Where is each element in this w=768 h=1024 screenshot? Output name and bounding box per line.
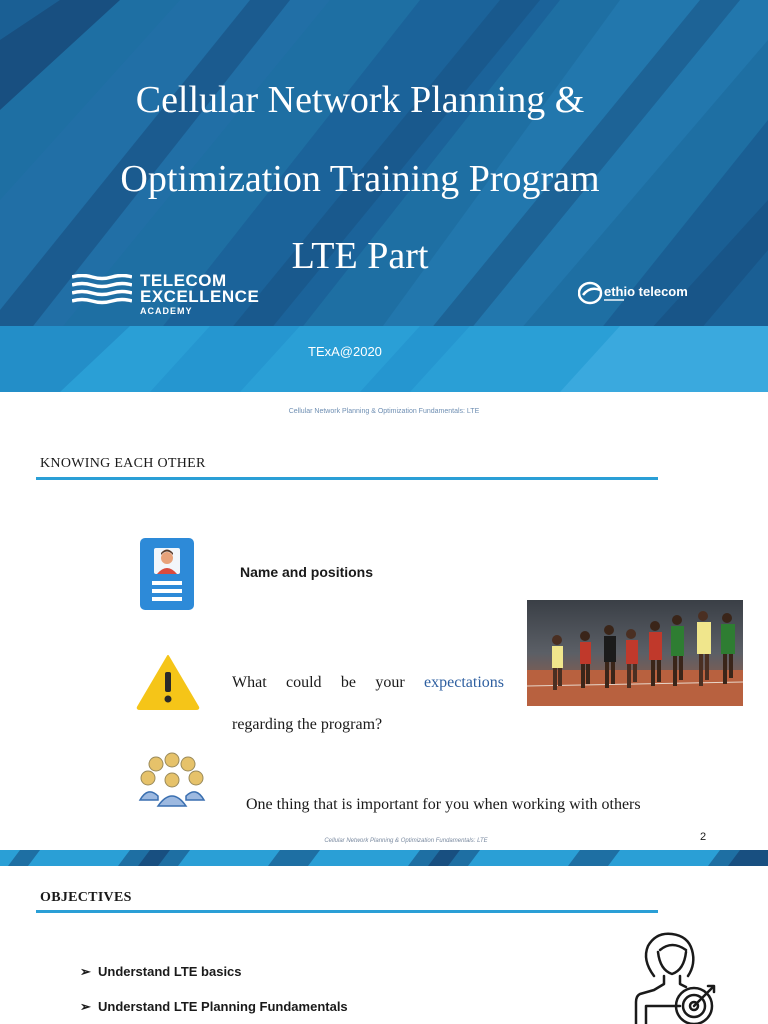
heading-underline [36,477,658,480]
ethio-telecom-logo [578,280,728,308]
objectives-slide [0,866,768,1024]
logo-text-excellence: EXCELLENCE [140,287,260,306]
ethio-telecom-mark-icon [578,280,604,306]
runners-photo [527,600,743,706]
telecom-excellence-academy-logo [72,272,292,318]
logo-text-academy: ACADEMY [140,306,193,316]
objective-item [80,999,348,1015]
bullet-arrow-icon: ➢ [80,999,91,1014]
section-heading-objectives: OBJECTIVES [40,890,132,905]
objective-item [80,964,242,980]
ethio-telecom-wordmark: ethio telecom [604,284,688,299]
slide-title-line-3: LTE Part [291,235,429,277]
heading-underline [36,910,658,913]
slide-title-line-2: Optimization Training Program [120,158,600,200]
item-name-and-positions: Name and positions [240,564,374,580]
bullet-arrow-icon: ➢ [80,964,91,979]
objective-text: Understand LTE Planning Fundamentals [98,999,348,1014]
warning-icon [136,654,200,710]
slide-footer-copyright: TExA@2020 [308,344,382,359]
knowing-each-other-slide [0,392,768,866]
id-card-icon [140,538,194,610]
ethio-telecom-subline [604,299,624,301]
word-expectations-highlight: expectations [424,674,504,691]
section-heading: KNOWING EACH OTHER [40,456,206,471]
word-what: What [232,674,267,691]
word-your: your [375,674,405,691]
item-expectations-line-1 [232,674,504,692]
item-one-thing-important: One thing that is important for you when working with others [246,796,641,813]
slide-header: Cellular Network Planning & Optimization Fundamentals: LTE [288,408,480,415]
objective-text: Understand LTE basics [98,964,242,979]
slide-bottom-band [0,850,768,866]
word-be: be [340,674,356,691]
item-expectations-line-2: regarding the program? [232,716,383,733]
slide-title-line-1: Cellular Network Planning & [135,79,585,121]
title-slide [0,0,768,392]
logo-text-telecom: TELECOM [140,271,227,290]
page-number: 2 [700,831,707,843]
group-icon [138,752,206,808]
person-target-icon [632,930,722,1024]
slide-footer: Cellular Network Planning & Optimization Fundamentals: LTE [324,838,488,844]
waves-icon [72,274,132,306]
word-could: could [286,674,322,691]
